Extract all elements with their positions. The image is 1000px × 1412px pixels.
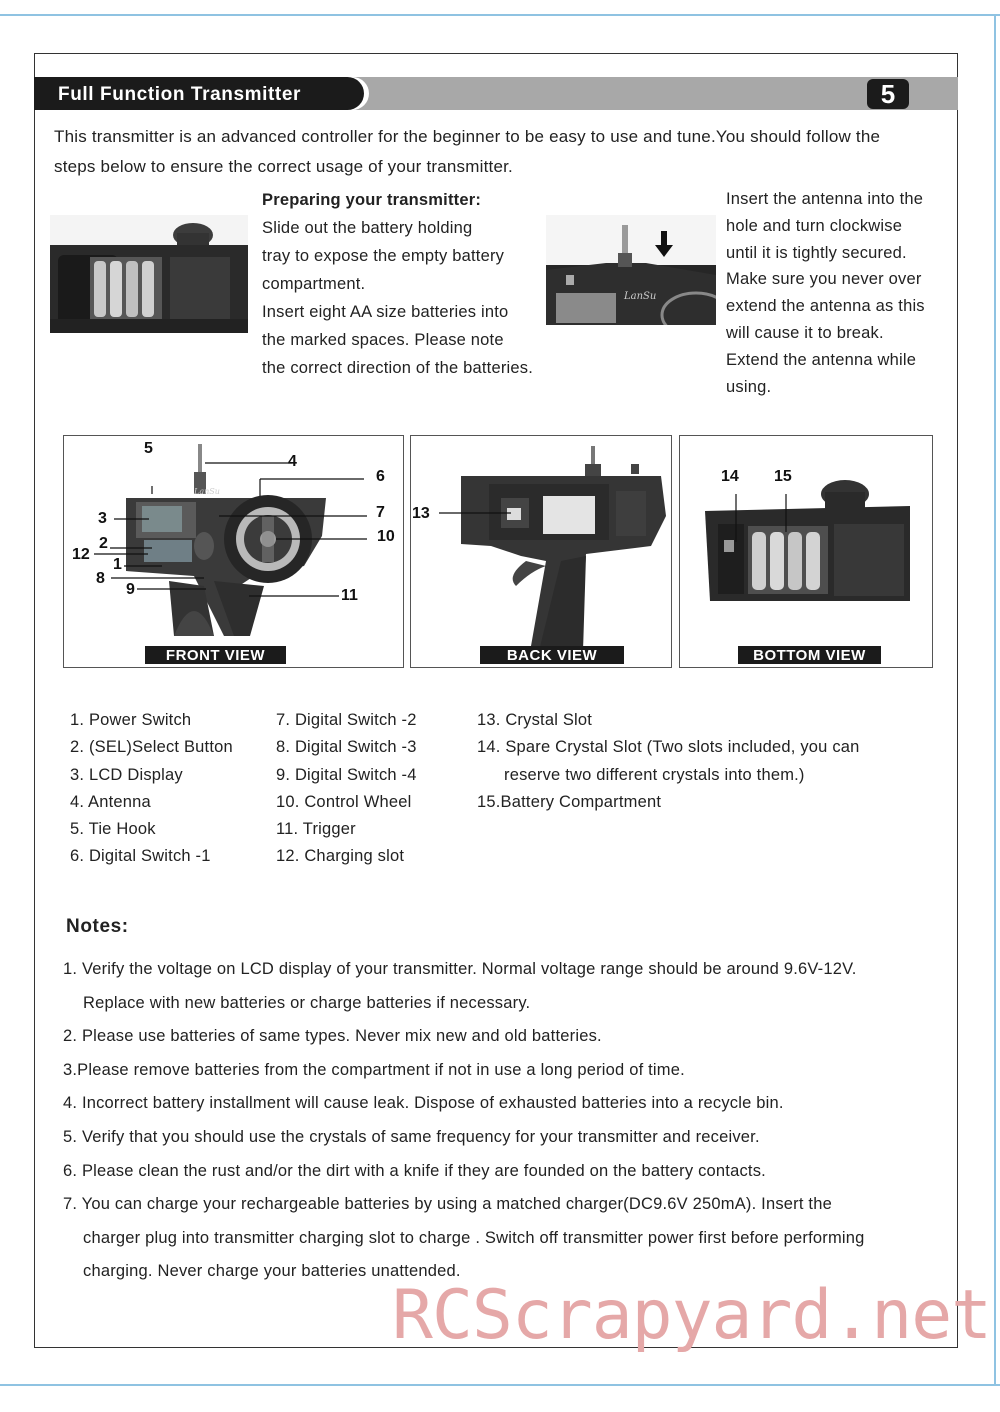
antenna-line: Insert the antenna into the — [726, 190, 924, 208]
legend-item: 7. Digital Switch -2 — [276, 711, 417, 729]
antenna-instructions — [726, 186, 951, 400]
legend-item: 13. Crystal Slot — [477, 711, 593, 729]
parts-legend-column-1 — [70, 707, 270, 871]
antenna-line: hole and turn clockwise — [726, 216, 903, 235]
antenna-line: until it is tightly secured. — [726, 243, 907, 262]
battery-tray-photo — [50, 215, 248, 333]
legend-item: 1. Power Switch — [70, 711, 192, 729]
callout-number: 15 — [774, 468, 792, 485]
antenna-line: using. — [726, 377, 772, 396]
parts-legend-column-3 — [477, 707, 937, 816]
preparing-title: Preparing your transmitter: — [262, 191, 482, 209]
battery-tray-illustration — [50, 215, 248, 333]
note-line: 7. You can charge your rechargeable batteries by using a matched charger(DC9.6V 250mA). Insert the — [63, 1195, 832, 1214]
callout-number: 1 — [113, 556, 122, 573]
parts-legend-column-2 — [276, 707, 476, 871]
note-line: 3.Please remove batteries from the compartment if not in use a long period of time. — [63, 1060, 685, 1079]
top-border-line — [0, 14, 1000, 16]
callout-number: 6 — [376, 468, 385, 485]
antenna-illustration — [546, 215, 716, 325]
back-view-label: BACK VIEW — [480, 646, 624, 664]
note-line: charging. Never charge your batteries unattended. — [83, 1262, 461, 1281]
front-view-illustration — [64, 436, 404, 668]
intro-line: This transmitter is an advanced controller for the beginner to be easy to use and tune.You should follow the — [54, 127, 881, 146]
note-line: 5. Verify that you should use the crystals of same frequency for your transmitter and receiver. — [63, 1127, 760, 1146]
legend-item: 14. Spare Crystal Slot (Two slots included, you can — [477, 738, 860, 757]
back-view-illustration — [411, 436, 672, 668]
callout-number: 11 — [341, 587, 358, 604]
legend-item: 11. Trigger — [276, 820, 356, 839]
bottom-view-panel — [679, 435, 933, 668]
legend-item: 10. Control Wheel — [276, 792, 412, 811]
preparing-line: compartment. — [262, 275, 366, 293]
notes-title: Notes: — [66, 916, 129, 937]
preparing-line: the marked spaces. Please note — [262, 331, 504, 349]
svg-text:LanSu: LanSu — [624, 291, 657, 302]
callout-number: 5 — [144, 440, 153, 457]
antenna-photo — [546, 215, 716, 325]
page-title: Full Function Transmitter — [58, 84, 302, 105]
right-border-line — [994, 14, 996, 1386]
preparing-line: the correct direction of the batteries. — [262, 359, 534, 377]
callout-number: 13 — [412, 505, 430, 522]
legend-item: 2. (SEL)Select Button — [70, 738, 233, 757]
notes-list — [63, 953, 943, 1289]
preparing-line: Slide out the battery holding — [262, 219, 473, 237]
callout-number: 3 — [98, 510, 107, 527]
watermark: RCScrapyard.net — [392, 1276, 992, 1355]
note-line: 2. Please use batteries of same types. Never mix new and old batteries. — [63, 1027, 602, 1046]
note-line: Replace with new batteries or charge batteries if necessary. — [83, 993, 531, 1012]
antenna-line: extend the antenna as this — [726, 297, 925, 316]
callout-number: 2 — [99, 535, 108, 552]
legend-item: 12. Charging slot — [276, 847, 405, 866]
antenna-line: will cause it to break. — [726, 323, 884, 342]
legend-item: 3. LCD Display — [70, 765, 183, 784]
callout-number: 10 — [377, 528, 395, 545]
page-number-badge: 5 — [867, 79, 909, 109]
legend-item: 6. Digital Switch -1 — [70, 847, 211, 866]
legend-item: 15.Battery Compartment — [477, 792, 662, 811]
preparing-line: tray to expose the empty battery — [262, 247, 505, 265]
callout-number: 9 — [126, 581, 135, 598]
legend-item: 8. Digital Switch -3 — [276, 738, 417, 757]
bottom-view-illustration — [680, 436, 933, 668]
intro-line: steps below to ensure the correct usage of your transmitter. — [54, 157, 513, 176]
callout-number: 8 — [96, 570, 105, 587]
legend-item: reserve two different crystals into them.) — [504, 765, 805, 784]
preparing-instructions — [262, 186, 562, 382]
note-line: 6. Please clean the rust and/or the dirt with a knife if they are founded on the battery contacts. — [63, 1161, 766, 1180]
note-line: charger plug into transmitter charging slot to charge . Switch off transmitter power first before performing — [83, 1228, 865, 1247]
bottom-border-line — [0, 1384, 1000, 1386]
callout-number: 14 — [721, 468, 739, 485]
bottom-view-label: BOTTOM VIEW — [738, 646, 881, 664]
note-line: 1. Verify the voltage on LCD display of your transmitter. Normal voltage range should be around 9.6V-12V. — [63, 960, 857, 978]
callout-number: 7 — [376, 504, 385, 521]
antenna-line: Extend the antenna while — [726, 350, 917, 369]
antenna-line: Make sure you never over — [726, 270, 922, 289]
intro-paragraph — [54, 122, 934, 182]
legend-item: 4. Antenna — [70, 792, 151, 811]
note-line: 4. Incorrect battery installment will cause leak. Dispose of exhausted batteries into a recycle bin. — [63, 1094, 784, 1113]
callout-number: 4 — [288, 453, 297, 470]
front-view-label: FRONT VIEW — [145, 646, 286, 664]
front-view-panel — [63, 435, 404, 668]
legend-item: 5. Tie Hook — [70, 820, 156, 839]
svg-text:LanSu: LanSu — [194, 487, 220, 496]
back-view-panel — [410, 435, 672, 668]
callout-number: 12 — [72, 546, 90, 563]
preparing-line: Insert eight AA size batteries into — [262, 303, 509, 321]
legend-item: 9. Digital Switch -4 — [276, 765, 417, 784]
